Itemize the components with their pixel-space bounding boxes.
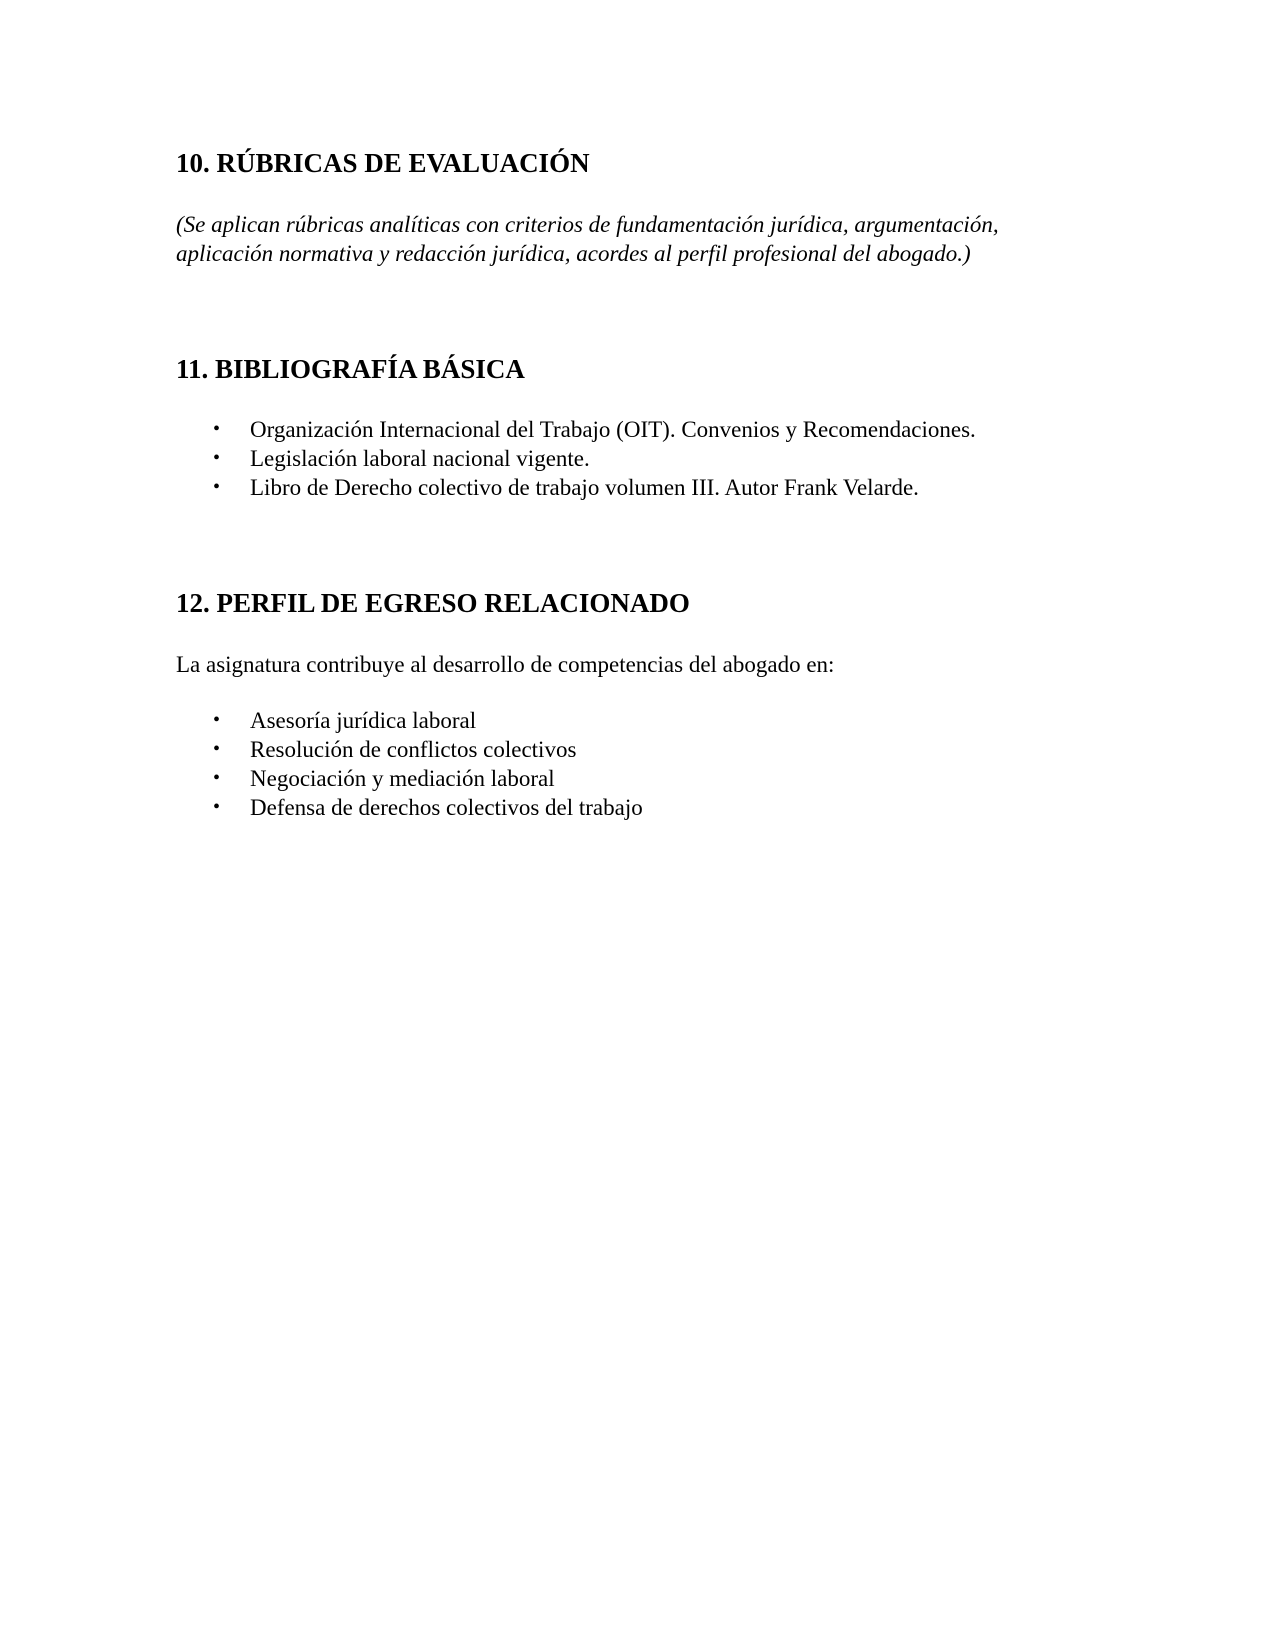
list-item <box>176 473 976 502</box>
list-item-text: Organización Internacional del Trabajo (OIT). Convenios y Recomendaciones. <box>250 417 976 442</box>
list-item-text: Asesoría jurídica laboral <box>250 708 477 733</box>
section-title-bibliografia: 11. BIBLIOGRAFÍA BÁSICA <box>176 354 525 384</box>
section-title-perfil: 12. PERFIL DE EGRESO RELACIONADO <box>176 588 690 618</box>
bullet-icon: • <box>213 447 221 469</box>
perfil-list <box>176 706 643 822</box>
list-item-text: Negociación y mediación laboral <box>250 766 555 791</box>
list-item <box>176 444 976 473</box>
bullet-icon: • <box>213 418 221 440</box>
bullet-icon: • <box>213 767 221 789</box>
bullet-icon: • <box>213 738 221 760</box>
perfil-intro: La asignatura contribuye al desarrollo de competencias del abogado en: <box>176 652 835 677</box>
list-item <box>176 706 643 735</box>
list-item-text: Resolución de conflictos colectivos <box>250 737 577 762</box>
list-item <box>176 793 643 822</box>
bibliografia-list <box>176 415 976 502</box>
list-item <box>176 764 643 793</box>
bullet-icon: • <box>213 476 221 498</box>
list-item <box>176 415 976 444</box>
rubricas-note: (Se aplican rúbricas analíticas con criterios de fundamentación jurídica, argumentación, aplicación normativa y redacción jurídica, acordes al perfil profesional del abogado.) <box>176 212 999 266</box>
bullet-icon: • <box>213 796 221 818</box>
list-item <box>176 735 643 764</box>
list-item-text: Libro de Derecho colectivo de trabajo volumen III. Autor Frank Velarde. <box>250 475 919 500</box>
list-item-text: Defensa de derechos colectivos del trabajo <box>250 795 643 820</box>
section-title-rubricas: 10. RÚBRICAS DE EVALUACIÓN <box>176 148 590 178</box>
list-item-text: Legislación laboral nacional vigente. <box>250 446 590 471</box>
bullet-icon: • <box>213 709 221 731</box>
